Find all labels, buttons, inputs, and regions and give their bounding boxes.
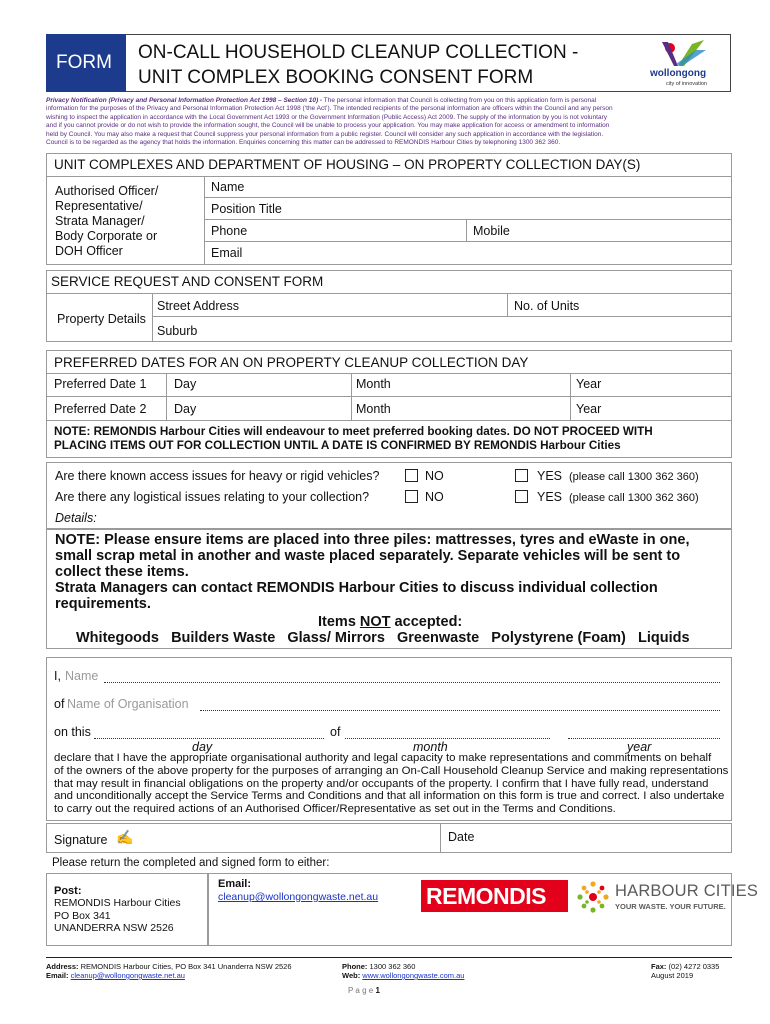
items-note-line3: collect these items.: [55, 564, 189, 580]
privacy-line6: Council is to be regarded as the agency that holds the information. Enquiries concerning this matter can be addressed to REMONDIS Harbour Cities by telephoning 1300 362 360.: [46, 139, 561, 147]
privacy-line5: held by Council. You may also make a request that Council suppress your personal information from a public register. Council will consider any such application in accordance with the legislation.: [46, 130, 604, 138]
logistics-no-checkbox[interactable]: [405, 490, 418, 503]
section-dates-title: PREFERRED DATES FOR AN ON PROPERTY CLEANUP COLLECTION DAY: [54, 355, 529, 370]
privacy-lead: Privacy Notification (Privacy and Personal Information Protection Act 1998 – Section 10) -: [46, 97, 323, 104]
date2-day[interactable]: Day: [174, 402, 197, 416]
role-line: Authorised Officer/: [55, 184, 159, 198]
privacy-line3: wishing to inspect the application in accordance with the Local Government Act 1993 or the Government Information (Public Access) Act 2009. The supply of the information by you is not voluntary: [46, 113, 607, 121]
email-return-link[interactable]: cleanup@wollongongwaste.net.au: [218, 891, 379, 903]
items-note-line4: Strata Managers can contact REMONDIS Harbour Cities to discuss individual collection: [55, 580, 658, 596]
email-field[interactable]: [205, 242, 731, 264]
month-field[interactable]: [345, 738, 550, 739]
day-field[interactable]: [94, 738, 324, 739]
items-note-line1: NOTE: Please ensure items are placed into three piles: mattresses, tyres and eWaste in one,: [55, 532, 690, 548]
signature-label: Signature: [54, 833, 108, 847]
name-field[interactable]: [205, 177, 731, 198]
logo-name: wollongong: [650, 68, 707, 79]
not-accepted-heading: Items NOT accepted:: [318, 614, 463, 630]
role-line: Body Corporate or: [55, 229, 158, 243]
harbour-cities-text: HARBOUR CITIES: [615, 882, 759, 900]
role-label: [55, 184, 158, 259]
booking-note-line2: PLACING ITEMS OUT FOR COLLECTION UNTIL A DATE IS CONFIRMED BY REMONDIS Harbour Cities: [54, 439, 621, 452]
access-question: Are there known access issues for heavy or rigid vehicles?: [55, 469, 380, 483]
not-accepted-item: Whitegoods: [76, 630, 159, 646]
harbour-cities-logo: [574, 878, 759, 916]
suburb-label: Suburb: [157, 324, 198, 338]
logo-tagline: city of innovation: [666, 81, 707, 87]
not-accepted-list: [76, 630, 690, 646]
logistics-question: Are there any logistical issues relating to your collection?: [55, 490, 370, 504]
section-contact-title: UNIT COMPLEXES AND DEPARTMENT OF HOUSING – ON PROPERTY COLLECTION DAY(S): [54, 157, 641, 172]
property-details-label: Property Details: [57, 312, 146, 326]
day-caption: day: [192, 740, 213, 754]
details-label[interactable]: Details:: [55, 511, 97, 525]
preferred-date-1-label: Preferred Date 1: [54, 377, 147, 391]
mobile-label: Mobile: [473, 224, 510, 238]
post-label: Post:: [54, 885, 82, 897]
harbour-sun-icon: [574, 878, 612, 916]
access-yes-label: YES: [537, 469, 563, 483]
pen-icon: ✍: [116, 829, 134, 845]
role-line: Representative/: [55, 199, 143, 213]
return-intro: Please return the completed and signed form to either:: [52, 857, 330, 869]
email-label: Email: [211, 246, 243, 260]
section-service-title: SERVICE REQUEST AND CONSENT FORM: [51, 274, 324, 289]
form-label: FORM: [56, 52, 112, 73]
wollongong-logo: [648, 38, 722, 90]
privacy-line4: and if you cannot provide or do not wish to provide the information sought, the Council will be unable to process your application. You may make application for access or amendment to information: [46, 122, 610, 130]
form-title-line2: UNIT COMPLEX BOOKING CONSENT FORM: [138, 67, 534, 88]
year-field[interactable]: [568, 738, 720, 739]
preferred-date-2-label: Preferred Date 2: [54, 402, 147, 416]
access-no-checkbox[interactable]: [405, 469, 418, 482]
footer-email: Email: cleanup@wollongongwaste.net.au: [46, 971, 185, 980]
month-caption: month: [413, 740, 448, 754]
items-note-line2: small scrap metal in another and waste placed separately. Separate vehicles will be sent to: [55, 548, 681, 564]
date1-year[interactable]: Year: [576, 377, 602, 391]
booking-note-line1: NOTE: REMONDIS Harbour Cities will endeavour to meet preferred booking dates. DO NOT PROCEED WITH: [54, 425, 653, 438]
date1-month[interactable]: Month: [356, 377, 391, 391]
not-accepted-item: Builders Waste: [171, 630, 276, 646]
on-this-label: on this: [54, 725, 91, 739]
units-label: No. of Units: [514, 299, 580, 313]
page-number: P a g e 1: [348, 986, 380, 995]
privacy-notice: [46, 97, 732, 147]
declarant-name-field[interactable]: Name: [65, 669, 99, 683]
suburb-field[interactable]: [153, 318, 731, 341]
privacy-line2: information for the purposes of the Privacy and Personal Information Protection Act 1998 (‘the Act’). The intended recipients of the personal information are officers within the Council and any person: [46, 105, 613, 113]
logistics-yes-note: (please call 1300 362 360): [569, 492, 699, 504]
declaration-i: I,: [54, 669, 61, 683]
position-field[interactable]: [205, 198, 731, 220]
signature-field[interactable]: [140, 824, 438, 852]
form-title-line1: ON-CALL HOUSEHOLD CLEANUP COLLECTION -: [138, 42, 579, 63]
footer-web-link[interactable]: www.wollongongwaste.com.au: [362, 971, 465, 980]
street-label: Street Address: [157, 299, 239, 313]
date2-year[interactable]: Year: [576, 402, 602, 416]
remondis-logo: [421, 880, 568, 912]
footer-email-link[interactable]: cleanup@wollongongwaste.net.au: [70, 971, 185, 980]
access-yes-checkbox[interactable]: [515, 469, 528, 482]
role-line: Strata Manager/: [55, 214, 145, 228]
not-accepted-item: Glass/ Mirrors: [287, 630, 385, 646]
email-return-label: Email:: [218, 878, 252, 890]
not-accepted-item: Polystyrene (Foam): [491, 630, 626, 646]
access-no-label: NO: [425, 469, 444, 483]
logistics-yes-checkbox[interactable]: [515, 490, 528, 503]
not-accepted-item: Liquids: [637, 630, 690, 646]
privacy-line1: The personal information that Council is collecting from you on this application form is personal: [323, 97, 597, 104]
footer-web: Web: www.wollongongwaste.com.au: [342, 971, 465, 980]
name-label: Name: [211, 180, 245, 194]
position-label: Position Title: [211, 202, 282, 216]
phone-label: Phone: [211, 224, 248, 238]
logistics-yes-label: YES: [537, 490, 563, 504]
logistics-no-label: NO: [425, 490, 444, 504]
access-yes-note: (please call 1300 362 360): [569, 471, 699, 483]
declaration-of: of: [54, 697, 65, 711]
footer-address: Address: REMONDIS Harbour Cities, PO Box 341 Unanderra NSW 2526: [46, 962, 292, 971]
wollongong-logo-icon: [648, 38, 722, 68]
organisation-field[interactable]: Name of Organisation: [67, 697, 189, 711]
declaration-text: declare that I have the appropriate organisational authority and legal capacity to make representations and commitments on behalf of the owners of the above property for the purposes of arranging an On-Call Household Cleanup Service and making representations that may result in financial obligations on the property and/or occupants of the property. I confirm that I have fully read, understand and unconditionally accept the Service Terms and Conditions and that all information on this form is true and correct. I also undertake to carry out the required actions of an Authorised Officer/Representative as set out in the Terms and Conditions.: [54, 752, 729, 816]
post-address: REMONDIS Harbour Cities PO Box 341 UNANDERRA NSW 2526: [54, 897, 181, 934]
year-caption: year: [627, 740, 652, 754]
of-label: of: [330, 725, 341, 739]
harbour-cities-tagline: YOUR WASTE. YOUR FUTURE.: [615, 902, 726, 911]
footer-phone: Phone: 1300 362 360: [342, 962, 416, 971]
not-accepted-item: Greenwaste: [396, 630, 480, 646]
date1-day[interactable]: Day: [174, 377, 197, 391]
date2-month[interactable]: Month: [356, 402, 391, 416]
footer-date: August 2019: [651, 971, 694, 980]
items-note-line5: requirements.: [55, 596, 151, 612]
date-label[interactable]: Date: [448, 830, 475, 844]
role-line: DOH Officer: [55, 244, 123, 258]
footer-fax: Fax: (02) 4272 0335: [651, 962, 720, 971]
remondis-logo-text: REMONDIS: [426, 883, 546, 909]
